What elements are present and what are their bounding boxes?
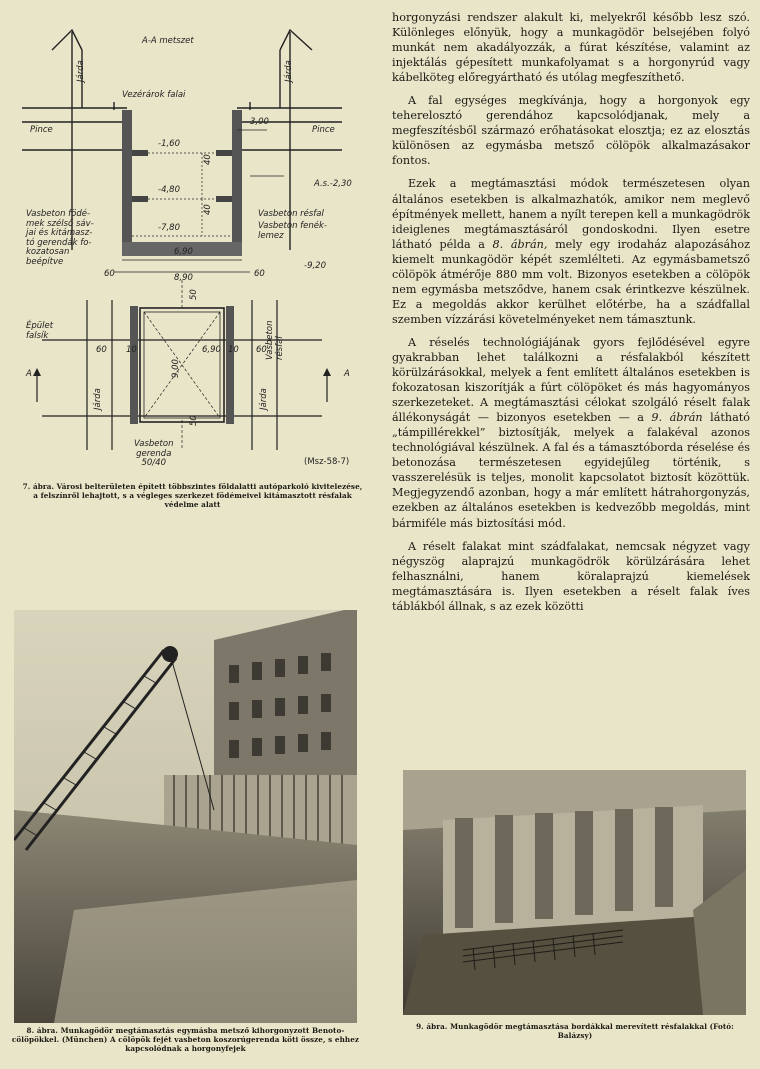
dim-plan-6-90: 6,90 <box>202 345 221 355</box>
dim-60-right: 60 <box>254 269 265 279</box>
dim-level-1-60: -1,60 <box>158 139 180 149</box>
dim-level-4-80: -4,80 <box>158 185 180 195</box>
label-pince-right: Pince <box>312 125 335 135</box>
dim-40-a: 40 <box>203 154 213 165</box>
label-epulet-falsik: Épület falsík <box>26 321 54 341</box>
figure-7-caption: 7. ábra. Városi belterületen épített többszintes földalatti autóparkoló kivitelezése, a felszínről lehajtott, s a végleges szerkezet födémeivel kitámasztott résfalak védelme alatt <box>22 482 363 509</box>
paragraph-3: Ezek a megtámasztási módok természetesen olyan általános esetekben is alkalmazhatók, amikor nem meglevő építmények mellett, hanem a nyílt terepen kell a munkagödrök ideiglenes megtámasztásáról gondoskodni. Ilyen esetre látható példa a 8. ábrán, mely egy irodaház alapozásához kiemelt munkagödör képét szemlélteti. Az egymásbametsző cölöpök átmérője 880 mm volt. Bizonyos esetekben a cölöpök nem egymásba metsződve, hanem csak érintkezve készülnek. Ez a megoldás akkor kerülhet előtérbe, ha a szádfallal szemben vízzárási követelményeket nem támasztunk. <box>392 177 751 326</box>
paragraph-5: A réselt falakat mint szádfalakat, nemcsak négyzet vagy négyszög alaprajzú munkagödrök körülzárására lehet felhasználni, hanem köralaprajzú kiemelések megtámasztására is. Ilyen esetekben a réselt falak íves táblákból állnak, s az ezek közötti <box>392 539 750 613</box>
dim-as-2-30: A.s.-2,30 <box>314 179 352 189</box>
paragraph-4: A réselés technológiájának gyors fejlődésével egyre gyakrabban lehet találkozni a résfalakból készített körülzárásokkal, melyek a fent említett általános esetekben is fokozatosan kiszorítják a fúrt cölöpöket és más hagyományos szerkezeteket. A megtámasztási célokat szolgáló réselt falak állékonyságát — bizonyos esetekben — a 9. ábrán látható „támpillérekkel” biztosítják, melyek a falakéval azonos technológiával készülnek. A fal és a támasztóborda réselése és betonozása természetesen egyidejűleg történik, s vasszerelésük is teljes, monolit kapcsolatot biztosít közöttük. Megjegyzendő azonban, hogy a már említett hátrahorgonyzás, ezekben az általános esetekben is kedvezőbb megoldás, mint bármiféle más biztosítási mód. <box>392 335 750 530</box>
dim-level-9-20: -9,20 <box>304 261 326 271</box>
dim-plan-60-left: 60 <box>96 345 107 355</box>
dim-plan-50-bottom: 50 <box>189 415 199 426</box>
label-vasbeton-resfal: Vasbeton résfal <box>258 209 324 219</box>
paragraph-1: horgonyzási rendszer alakult ki, melyekről később lesz szó. Különleges előnyük, hogy a munkagödör belsejében folyó munkát nem akadályozzák, a fúrat készítése, valamint az injektálás gépesített munkafolyamat s a horgonyrúd vagy kábelköteg előregyártható és utólag megfeszíthető. <box>392 11 750 85</box>
dim-plan-60-right: 60 <box>256 345 267 355</box>
figure-8-caption: 8. ábra. Munkagödör megtámasztás egymásba metsző kihorgonyzott Benoto-cölöpökkel. (München) A cölöpök fejét vasbeton koszorúgerenda köti össze, s ehhez kapcsolódnak a horgonyfejek <box>11 1026 360 1053</box>
label-jarda-plan-left: Járda <box>93 388 103 410</box>
dim-plan-9-00: 9,00 <box>171 359 181 378</box>
dim-plan-10-left: 10 <box>126 345 137 355</box>
label-vasbeton-resfal-plan: Vasbeton résfal <box>265 320 285 360</box>
label-jarda-plan-right: Járda <box>259 388 269 410</box>
mark-a-left: A <box>26 369 32 379</box>
body-text-column <box>392 10 750 622</box>
label-jarda-right: Járda <box>284 60 294 82</box>
mark-a-right: A <box>344 369 350 379</box>
dim-6-90: 6,90 <box>174 247 193 257</box>
dim-8-90: 8,90 <box>174 273 193 283</box>
figure-8-photo <box>14 610 357 1023</box>
section-title: A-A metszet <box>142 36 194 46</box>
dim-3-00: 3,00 <box>250 117 269 127</box>
label-vasbeton-fodem: Vasbeton födé- mek szélső sáv- jai és kitámasz- tó gerendák fo- kozatosan beépítve <box>26 209 94 267</box>
label-pince-left: Pince <box>30 125 53 135</box>
figure-9-caption: 9. ábra. Munkagödör megtámasztása bordákkal merevített résfalakkal (Fotó: Balázsy) <box>416 1022 734 1040</box>
label-jarda-left: Járda <box>76 60 86 82</box>
label-vasbeton-gerenda: Vasbeton gerenda 50/40 <box>134 439 174 468</box>
dim-plan-50-top: 50 <box>189 289 199 300</box>
dim-40-b: 40 <box>203 204 213 215</box>
paragraph-2: A fal egységes megkívánja, hogy a horgonyok egy teherelosztó gerendához kapcsolódjanak, mely a megfeszítésből származó erőhatásokat elosztja; ez az elosztás különösen az egymásba metsző cölöpök alkalmazásakor fontos. <box>392 94 750 168</box>
dim-plan-10-right: 10 <box>228 345 239 355</box>
dim-60-left: 60 <box>104 269 115 279</box>
dim-level-7-80: -7,80 <box>158 223 180 233</box>
label-vasbeton-fenek: Vasbeton fenék- lemez <box>258 221 327 241</box>
label-vezerarok: Vezérárok falai <box>122 90 186 100</box>
figure-9-photo <box>403 770 746 1015</box>
label-msz: (Msz-58-7) <box>304 457 350 467</box>
